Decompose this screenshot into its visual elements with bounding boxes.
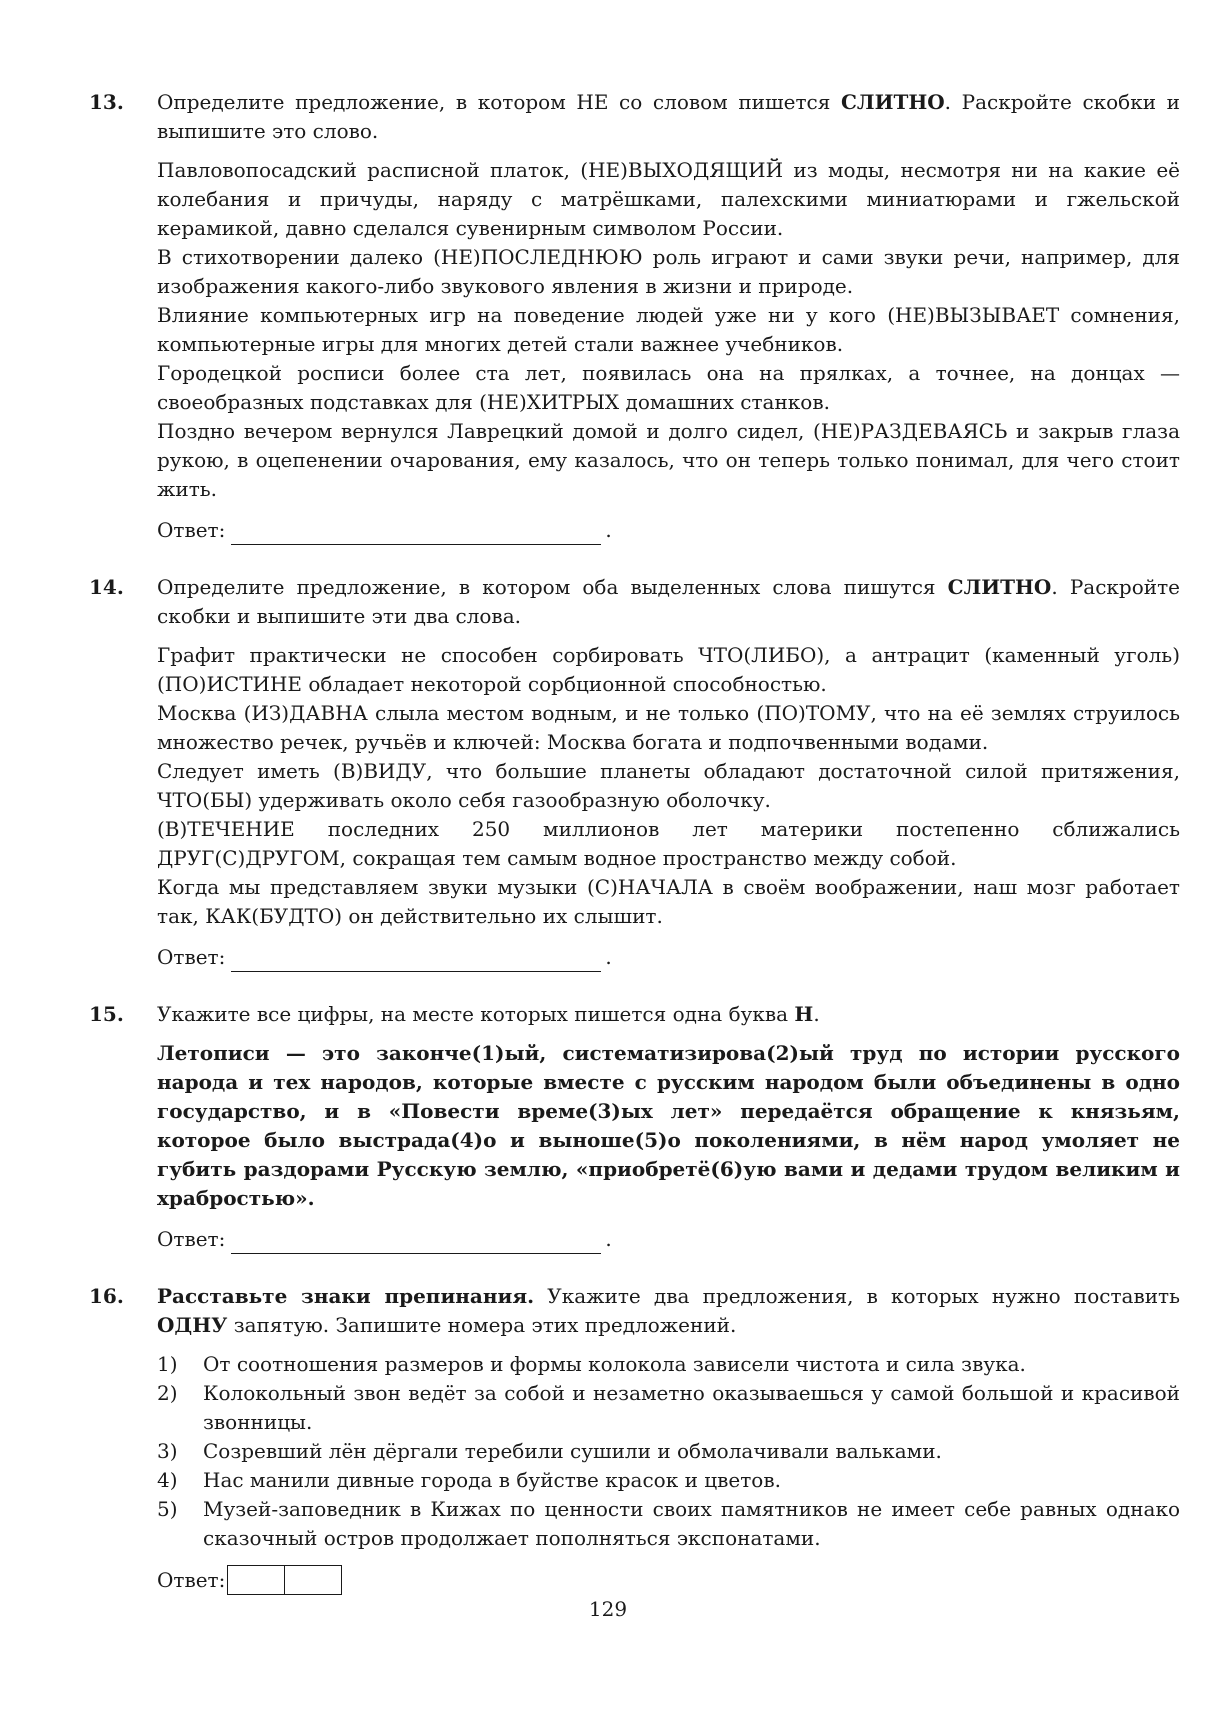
task-options: [157, 1350, 1180, 1553]
task-16: [0, 1282, 1180, 1595]
answer-dot: .: [605, 945, 612, 969]
option-1: [157, 1350, 1180, 1379]
question-text: Укажите все цифры, на месте которых пишется одна буква: [157, 1002, 795, 1026]
sentence-4: Городецкой росписи более ста лет, появилась она на прялках, а точнее, на донцах — своеобразных подставках для (НЕ)ХИТРЫХ домашних станков.: [157, 361, 1180, 414]
option-5: [157, 1495, 1180, 1553]
sentence-2: Москва (ИЗ)ДАВНА слыла местом водным, и не только (ПО)ТОМУ, что на её землях струилось множество речек, ручьёв и ключей: Москва богата и подпочвенными водами.: [157, 701, 1180, 754]
page-number: 129: [588, 1597, 628, 1621]
question-text-end: запятую. Запишите номера этих предложений.: [227, 1313, 737, 1337]
answer-label: Ответ:: [157, 1227, 226, 1251]
question-emphasis: СЛИТНО: [947, 575, 1052, 599]
task-sentences: [157, 641, 1180, 931]
question-emphasis: СЛИТНО: [840, 90, 945, 114]
task-15: [0, 1000, 1180, 1254]
answer-cells: [227, 1565, 342, 1595]
sentence-2: В стихотворении далеко (НЕ)ПОСЛЕДНЮЮ роль играют и сами звуки речи, например, для изображения какого-либо звукового явления в жизни и природе.: [157, 245, 1180, 298]
task-question: [157, 1000, 1180, 1029]
option-text: От соотношения размеров и формы колокола зависели чистота и сила звука.: [203, 1352, 1026, 1376]
task-question: [157, 573, 1180, 631]
question-text: Определите предложение, в котором НЕ со словом пишется: [157, 90, 841, 114]
option-number: 1): [157, 1352, 178, 1376]
sentence-5: Когда мы представляем звуки музыки (С)НАЧАЛА в своём воображении, наш мозг работает так, КАК(БУДТО) он действительно их слышит.: [157, 875, 1180, 928]
sentence-3: Влияние компьютерных игр на поведение людей уже ни у кого (НЕ)ВЫЗЫВАЕТ сомнения, компьютерные игры для многих детей стали важнее учебников.: [157, 303, 1180, 356]
answer-row: [157, 516, 1180, 545]
answer-row: [157, 1225, 1180, 1254]
answer-row: [157, 1565, 1180, 1595]
sentence-1: Павловопосадский расписной платок, (НЕ)ВЫХОДЯЩИЙ из моды, несмотря ни на какие её колебания и причуды, наряду с матрёшками, палехскими миниатюрами и гжельской керамикой, давно сделался сувенирным символом России.: [157, 158, 1180, 240]
task-number: 16.: [89, 1284, 124, 1308]
answer-label: Ответ:: [157, 1568, 226, 1592]
question-text-end: . Раскройте скобки и выпишите это слово.: [157, 90, 1181, 143]
answer-dot: .: [605, 1227, 612, 1251]
option-number: 5): [157, 1497, 178, 1521]
task-question: [157, 88, 1180, 146]
task-number: 15.: [89, 1002, 124, 1026]
task-14: [0, 573, 1180, 972]
answer-label: Ответ:: [157, 518, 226, 542]
task-text: [157, 1039, 1180, 1213]
option-3: [157, 1437, 1180, 1466]
question-text: Укажите два предложения, в которых нужно поставить: [534, 1284, 1180, 1308]
option-text: Колокольный звон ведёт за собой и незаметно оказываешься у самой большой и красивой звонницы.: [203, 1381, 1180, 1434]
answer-line[interactable]: [231, 522, 601, 545]
sentence-1: Графит практически не способен сорбировать ЧТО(ЛИБО), а антрацит (каменный уголь) (ПО)ИСТИНЕ обладает некоторой сорбционной способностью.: [157, 643, 1180, 696]
answer-cell-1[interactable]: [228, 1566, 284, 1594]
answer-line[interactable]: [231, 1231, 601, 1254]
task-13: [0, 88, 1180, 545]
task-number: 14.: [89, 575, 124, 599]
question-emphasis: Расставьте знаки препинания.: [157, 1284, 535, 1308]
answer-row: [157, 943, 1180, 972]
option-2: [157, 1379, 1180, 1437]
task-sentences: [157, 156, 1180, 504]
task-number: 13.: [89, 90, 124, 114]
task-question: [157, 1282, 1180, 1340]
question-text: Определите предложение, в котором оба выделенных слова пишутся: [157, 575, 948, 599]
sentence-3: Следует иметь (В)ВИДУ, что большие планеты обладают достаточной силой притяжения, ЧТО(БЫ) удерживать около себя газообразную оболочку.: [157, 759, 1180, 812]
answer-label: Ответ:: [157, 945, 226, 969]
answer-dot: .: [605, 518, 612, 542]
question-text-end: .: [813, 1002, 820, 1026]
option-number: 3): [157, 1439, 178, 1463]
question-emphasis: Н: [794, 1002, 814, 1026]
option-text: Созревший лён дёргали теребили сушили и обмолачивали вальками.: [203, 1439, 942, 1463]
sentence-5: Поздно вечером вернулся Лаврецкий домой и долго сидел, (НЕ)РАЗДЕВАЯСЬ и закрыв глаза рукою, в оцепенении очарования, ему казалось, что он теперь только понимал, для чего стоит жить.: [157, 419, 1180, 501]
option-4: [157, 1466, 1180, 1495]
option-number: 2): [157, 1381, 178, 1405]
option-text: Нас манили дивные города в буйстве красок и цветов.: [203, 1468, 781, 1492]
answer-cell-2[interactable]: [284, 1566, 341, 1594]
option-text: Музей-заповедник в Кижах по ценности своих памятников не имеет себе равных однако сказочный остров продолжает пополняться экспонатами.: [203, 1497, 1180, 1550]
sentence-4: (В)ТЕЧЕНИЕ последних 250 миллионов лет материки постепенно сближались ДРУГ(С)ДРУГОМ, сокращая тем самым водное пространство между собой.: [157, 817, 1180, 870]
question-text-end: . Раскройте скобки и выпишите эти два слова.: [157, 575, 1180, 628]
answer-line[interactable]: [231, 949, 601, 972]
task-passage: Летописи — это законче(1)ый, систематизирова(2)ый труд по истории русского народа и тех народов, которые вместе с русским народом были объединены в одно государство, и в «Повести време(3)ых лет» передаётся обращение к князьям, которое было выстрада(4)о и выноше(5)о поколениями, в нём народ умоляет не губить раздорами Русскую землю, «приобретё(6)ую вами и дедами трудом великим и храбростью».: [157, 1041, 1180, 1210]
question-emphasis-2: ОДНУ: [157, 1313, 228, 1337]
option-number: 4): [157, 1468, 178, 1492]
